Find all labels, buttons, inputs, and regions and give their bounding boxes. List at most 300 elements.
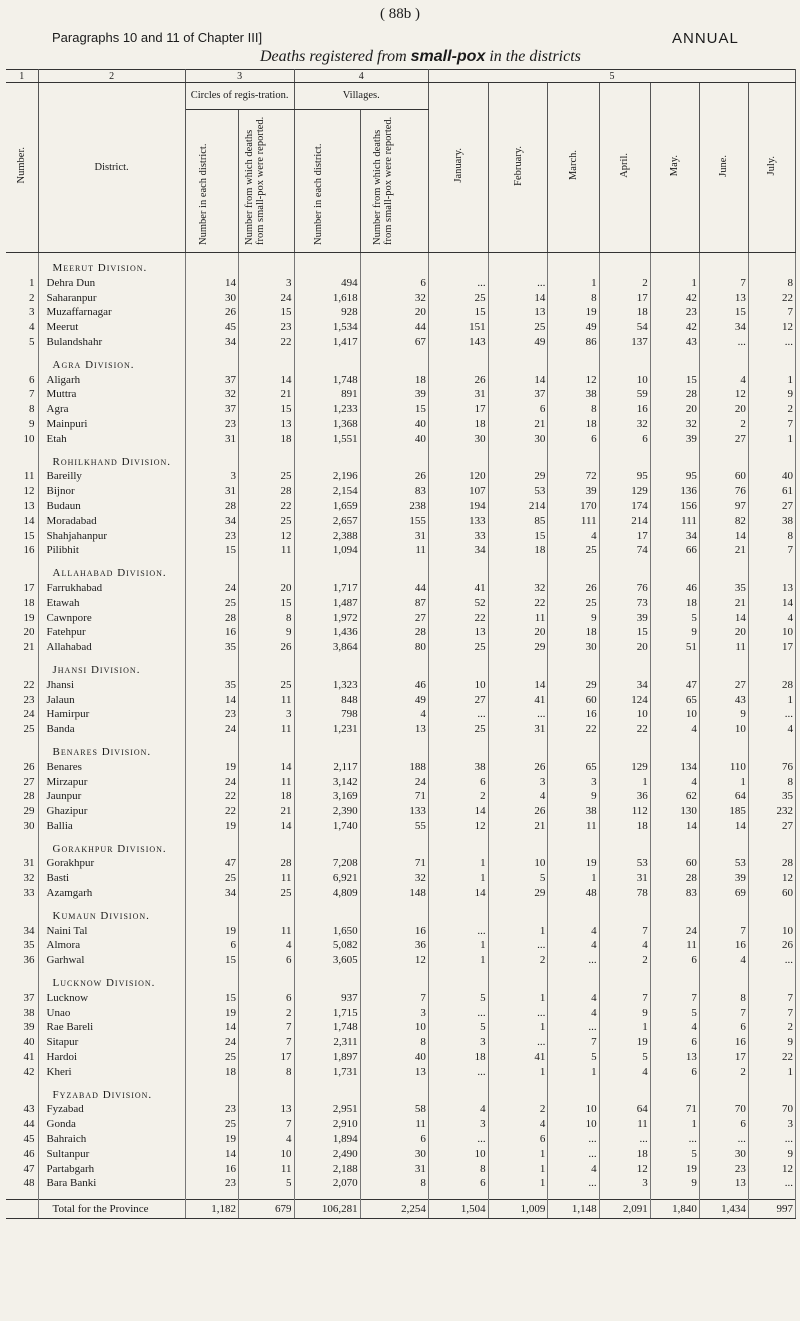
empty-cell — [38, 737, 185, 745]
table-title — [260, 48, 581, 66]
value-cell: ... — [488, 707, 548, 722]
value-cell: 78 — [599, 886, 650, 901]
value-cell: 60 — [650, 856, 699, 871]
value-cell: 134 — [650, 760, 699, 775]
empty-cell — [599, 745, 650, 760]
value-cell: 12 — [239, 529, 294, 544]
value-cell: 4 — [650, 722, 699, 737]
value-cell: 10 — [428, 1147, 488, 1162]
empty-cell — [6, 737, 38, 745]
value-cell: 2 — [599, 276, 650, 291]
value-cell: 1,436 — [294, 625, 360, 640]
value-cell: 32 — [185, 387, 238, 402]
value-cell: 2,390 — [294, 804, 360, 819]
empty-cell — [185, 901, 238, 909]
spacer-row — [6, 1080, 796, 1088]
value-cell: 25 — [185, 1050, 238, 1065]
value-cell: 28 — [185, 611, 238, 626]
empty-cell — [488, 261, 548, 276]
value-cell: 24 — [185, 1035, 238, 1050]
row-number: 34 — [6, 924, 38, 939]
value-cell: 39 — [548, 484, 599, 499]
empty-cell — [699, 1191, 748, 1200]
value-cell: 11 — [360, 1117, 428, 1132]
division-name: Jhansi Division. — [38, 663, 185, 678]
empty-cell — [428, 745, 488, 760]
value-cell: 59 — [599, 387, 650, 402]
empty-cell — [488, 566, 548, 581]
column-number: 5 — [428, 70, 795, 83]
value-cell: 10 — [488, 856, 548, 871]
empty-cell — [748, 350, 795, 358]
empty-cell — [185, 745, 238, 760]
total-label: Total for the Province — [38, 1200, 185, 1219]
empty-cell — [185, 663, 238, 678]
value-cell: 7 — [599, 991, 650, 1006]
district-row — [6, 886, 796, 901]
empty-cell — [548, 1080, 599, 1088]
value-cell: 30 — [488, 432, 548, 447]
value-cell: 26 — [239, 640, 294, 655]
value-cell: 23 — [185, 1176, 238, 1191]
empty-cell — [599, 558, 650, 566]
value-cell: ... — [548, 1020, 599, 1035]
district-name: Unao — [38, 1006, 185, 1021]
row-number: 28 — [6, 789, 38, 804]
empty-cell — [599, 566, 650, 581]
value-cell: 10 — [360, 1020, 428, 1035]
value-cell: 1 — [650, 1117, 699, 1132]
empty-cell — [360, 261, 428, 276]
empty-cell — [650, 745, 699, 760]
value-cell: 26 — [488, 760, 548, 775]
empty-cell — [699, 558, 748, 566]
value-cell: 6 — [650, 1035, 699, 1050]
value-cell: 26 — [488, 804, 548, 819]
district-name: Allahabad — [38, 640, 185, 655]
district-row — [6, 543, 796, 558]
value-cell: 30 — [428, 432, 488, 447]
title-small-pox: small-pox — [410, 48, 486, 65]
value-cell: 15 — [599, 625, 650, 640]
value-cell: 40 — [360, 1050, 428, 1065]
value-cell: ... — [488, 1035, 548, 1050]
row-number: 42 — [6, 1065, 38, 1080]
value-cell: ... — [428, 1065, 488, 1080]
value-cell: 3 — [428, 1117, 488, 1132]
value-cell: 4 — [488, 1117, 548, 1132]
value-cell: 1,748 — [294, 373, 360, 388]
empty-cell — [185, 1088, 238, 1103]
district-row — [6, 625, 796, 640]
value-cell: 15 — [428, 305, 488, 320]
division-name: Agra Division. — [38, 358, 185, 373]
value-cell: 6,921 — [294, 871, 360, 886]
empty-cell — [488, 655, 548, 663]
value-cell: 4 — [548, 991, 599, 1006]
value-cell: ... — [599, 1132, 650, 1147]
value-cell: 1,650 — [294, 924, 360, 939]
value-cell: 4 — [548, 1162, 599, 1177]
value-cell: 130 — [650, 804, 699, 819]
page-number: ( 88b ) — [380, 6, 420, 22]
value-cell: 2 — [748, 1020, 795, 1035]
value-cell: 18 — [239, 789, 294, 804]
value-cell: 120 — [428, 469, 488, 484]
district-row — [6, 938, 796, 953]
row-number: 39 — [6, 1020, 38, 1035]
division-heading-row — [6, 358, 796, 373]
empty-cell — [6, 745, 38, 760]
value-cell: 14 — [185, 1147, 238, 1162]
value-cell: 1 — [548, 1065, 599, 1080]
value-cell: 46 — [360, 678, 428, 693]
value-cell: 9 — [239, 625, 294, 640]
empty-cell — [239, 663, 294, 678]
value-cell: 10 — [650, 707, 699, 722]
value-cell: 53 — [599, 856, 650, 871]
division-name: Kumaun Division. — [38, 909, 185, 924]
district-row — [6, 514, 796, 529]
value-cell: 8 — [548, 291, 599, 306]
division-name: Gorakhpur Division. — [38, 842, 185, 857]
empty-cell — [38, 1191, 185, 1200]
empty-cell — [548, 261, 599, 276]
value-cell: 194 — [428, 499, 488, 514]
value-cell: 26 — [548, 581, 599, 596]
value-cell: 1,417 — [294, 335, 360, 350]
value-cell: 6 — [185, 938, 238, 953]
empty-cell — [360, 909, 428, 924]
value-cell: 10 — [548, 1102, 599, 1117]
value-cell: 4 — [360, 707, 428, 722]
empty-cell — [488, 1080, 548, 1088]
row-number: 43 — [6, 1102, 38, 1117]
district-name: Budaun — [38, 499, 185, 514]
value-cell: 1,972 — [294, 611, 360, 626]
spacer-row — [6, 1191, 796, 1200]
empty-cell — [38, 901, 185, 909]
total-value: 679 — [239, 1200, 294, 1219]
value-cell: 3 — [599, 1176, 650, 1191]
empty-cell — [6, 901, 38, 909]
value-cell: 9 — [748, 1147, 795, 1162]
value-cell: 14 — [239, 819, 294, 834]
value-cell: 6 — [428, 775, 488, 790]
row-number: 24 — [6, 707, 38, 722]
empty-cell — [548, 901, 599, 909]
empty-cell — [428, 1191, 488, 1200]
value-cell: 2,388 — [294, 529, 360, 544]
value-cell: 6 — [650, 953, 699, 968]
value-cell: 22 — [239, 335, 294, 350]
value-cell: 42 — [650, 291, 699, 306]
value-cell: 47 — [650, 678, 699, 693]
value-cell: 11 — [239, 924, 294, 939]
empty-cell — [294, 745, 360, 760]
value-cell: 1,894 — [294, 1132, 360, 1147]
value-cell: 2,196 — [294, 469, 360, 484]
empty-cell — [748, 558, 795, 566]
value-cell: 22 — [548, 722, 599, 737]
value-cell: 19 — [185, 819, 238, 834]
value-cell: 5 — [239, 1176, 294, 1191]
value-cell: ... — [748, 1176, 795, 1191]
empty-cell — [548, 558, 599, 566]
value-cell: 72 — [548, 469, 599, 484]
empty-cell — [650, 909, 699, 924]
empty-cell — [185, 261, 238, 276]
empty-cell — [239, 1191, 294, 1200]
empty-cell — [699, 455, 748, 470]
value-cell: 13 — [699, 1176, 748, 1191]
empty-cell — [650, 253, 699, 262]
district-name: Shahjahanpur — [38, 529, 185, 544]
empty-cell — [38, 655, 185, 663]
value-cell: 22 — [185, 789, 238, 804]
value-cell: 232 — [748, 804, 795, 819]
empty-cell — [239, 842, 294, 857]
value-cell: 25 — [185, 871, 238, 886]
row-number: 8 — [6, 402, 38, 417]
value-cell: 2 — [428, 789, 488, 804]
spacer-row — [6, 834, 796, 842]
value-cell: 37 — [185, 402, 238, 417]
value-cell: 7 — [748, 305, 795, 320]
value-cell: 14 — [239, 373, 294, 388]
value-cell: 41 — [488, 693, 548, 708]
value-cell: 24 — [185, 775, 238, 790]
row-number: 12 — [6, 484, 38, 499]
value-cell: 30 — [360, 1147, 428, 1162]
division-heading-row — [6, 566, 796, 581]
empty-cell — [294, 976, 360, 991]
value-cell: 47 — [185, 856, 238, 871]
value-cell: 13 — [428, 625, 488, 640]
empty-cell — [488, 1088, 548, 1103]
row-number: 16 — [6, 543, 38, 558]
empty-cell — [699, 350, 748, 358]
value-cell: 2 — [748, 402, 795, 417]
value-cell: 124 — [599, 693, 650, 708]
value-cell: 7 — [239, 1035, 294, 1050]
value-cell: 32 — [360, 291, 428, 306]
value-cell: 49 — [488, 335, 548, 350]
empty-cell — [294, 842, 360, 857]
value-cell: 23 — [185, 1102, 238, 1117]
value-cell: 34 — [185, 886, 238, 901]
empty-cell — [428, 558, 488, 566]
value-cell: 15 — [185, 953, 238, 968]
value-cell: 28 — [239, 484, 294, 499]
empty-cell — [6, 655, 38, 663]
value-cell: 14 — [748, 596, 795, 611]
value-cell: 112 — [599, 804, 650, 819]
row-number: 29 — [6, 804, 38, 819]
district-name: Fyzabad — [38, 1102, 185, 1117]
total-value: 997 — [748, 1200, 795, 1219]
value-cell: 1 — [488, 1162, 548, 1177]
value-cell: 1 — [599, 1020, 650, 1035]
district-row — [6, 804, 796, 819]
total-row — [6, 1200, 796, 1219]
value-cell: 1 — [488, 1147, 548, 1162]
value-cell: 65 — [650, 693, 699, 708]
division-heading-row — [6, 261, 796, 276]
value-cell: 24 — [185, 722, 238, 737]
value-cell: 1 — [488, 1020, 548, 1035]
value-cell: 7 — [748, 543, 795, 558]
value-cell: 95 — [650, 469, 699, 484]
empty-cell — [548, 655, 599, 663]
empty-cell — [650, 834, 699, 842]
value-cell: 7,208 — [294, 856, 360, 871]
empty-cell — [699, 968, 748, 976]
value-cell: 32 — [650, 417, 699, 432]
title-part-2: in the districts — [489, 48, 581, 65]
value-cell: 24 — [239, 291, 294, 306]
value-cell: 38 — [428, 760, 488, 775]
value-cell: 1,659 — [294, 499, 360, 514]
value-cell: 15 — [185, 991, 238, 1006]
value-cell: ... — [548, 1176, 599, 1191]
value-cell: 49 — [360, 693, 428, 708]
value-cell: 52 — [428, 596, 488, 611]
smallpox-deaths-table — [6, 69, 796, 1219]
value-cell: 3 — [239, 707, 294, 722]
value-cell: 40 — [360, 417, 428, 432]
value-cell: 53 — [699, 856, 748, 871]
empty-cell — [748, 253, 795, 262]
empty-cell — [294, 358, 360, 373]
value-cell: 7 — [599, 924, 650, 939]
division-name: Lucknow Division. — [38, 976, 185, 991]
empty-cell — [185, 253, 238, 262]
value-cell: 32 — [599, 417, 650, 432]
value-cell: 34 — [650, 529, 699, 544]
value-cell: 31 — [360, 1162, 428, 1177]
value-cell: 21 — [239, 804, 294, 819]
empty-cell — [6, 968, 38, 976]
value-cell: 11 — [239, 693, 294, 708]
empty-cell — [599, 834, 650, 842]
value-cell: 1 — [488, 924, 548, 939]
value-cell: ... — [488, 276, 548, 291]
empty-cell — [599, 1088, 650, 1103]
value-cell: 19 — [185, 1132, 238, 1147]
empty-cell — [185, 358, 238, 373]
empty-cell — [239, 261, 294, 276]
district-name: Banda — [38, 722, 185, 737]
value-cell: 95 — [599, 469, 650, 484]
empty-cell — [38, 253, 185, 262]
district-name: Sultanpur — [38, 1147, 185, 1162]
empty-cell — [294, 1191, 360, 1200]
empty-cell — [748, 968, 795, 976]
value-cell: 19 — [185, 1006, 238, 1021]
value-cell: 36 — [360, 938, 428, 953]
value-cell: 4 — [748, 611, 795, 626]
value-cell: 34 — [185, 514, 238, 529]
value-cell: 11 — [239, 543, 294, 558]
district-name: Ghazipur — [38, 804, 185, 819]
empty-cell — [548, 745, 599, 760]
value-cell: ... — [548, 953, 599, 968]
value-cell: 18 — [650, 596, 699, 611]
value-cell: 3 — [428, 1035, 488, 1050]
value-cell: 9 — [650, 1176, 699, 1191]
empty-cell — [239, 737, 294, 745]
value-cell: 58 — [360, 1102, 428, 1117]
value-cell: 71 — [650, 1102, 699, 1117]
empty-cell — [488, 558, 548, 566]
value-cell: 64 — [699, 789, 748, 804]
value-cell: 86 — [548, 335, 599, 350]
value-cell: 16 — [185, 625, 238, 640]
value-cell: 24 — [360, 775, 428, 790]
value-cell: 4 — [488, 789, 548, 804]
row-number: 18 — [6, 596, 38, 611]
division-name: Fyzabad Division. — [38, 1088, 185, 1103]
value-cell: 9 — [599, 1006, 650, 1021]
district-row — [6, 1147, 796, 1162]
empty-cell — [748, 358, 795, 373]
value-cell: 2,910 — [294, 1117, 360, 1132]
district-header: District. — [38, 83, 185, 253]
value-cell: 32 — [488, 581, 548, 596]
value-cell: 5,082 — [294, 938, 360, 953]
value-cell: 23 — [239, 320, 294, 335]
value-cell: 174 — [599, 499, 650, 514]
value-cell: 133 — [428, 514, 488, 529]
value-cell: 61 — [748, 484, 795, 499]
spacer-row — [6, 655, 796, 663]
empty-cell — [6, 663, 38, 678]
value-cell: 11 — [239, 722, 294, 737]
empty-cell — [650, 842, 699, 857]
district-row — [6, 432, 796, 447]
value-cell: 17 — [599, 291, 650, 306]
value-cell: 76 — [699, 484, 748, 499]
row-number: 37 — [6, 991, 38, 1006]
district-name: Saharanpur — [38, 291, 185, 306]
empty-cell — [548, 842, 599, 857]
district-row — [6, 1050, 796, 1065]
value-cell: 10 — [239, 1147, 294, 1162]
empty-cell — [548, 968, 599, 976]
value-cell: 1,748 — [294, 1020, 360, 1035]
empty-cell — [488, 358, 548, 373]
value-cell: 51 — [650, 640, 699, 655]
total-value: 2,091 — [599, 1200, 650, 1219]
value-cell: 20 — [599, 640, 650, 655]
circles-number-header: Number in each district. — [185, 110, 238, 253]
district-name: Jhansi — [38, 678, 185, 693]
row-number: 3 — [6, 305, 38, 320]
value-cell: 24 — [185, 581, 238, 596]
empty-cell — [548, 447, 599, 455]
value-cell: ... — [699, 1132, 748, 1147]
row-number: 22 — [6, 678, 38, 693]
value-cell: 39 — [360, 387, 428, 402]
value-cell: 66 — [650, 543, 699, 558]
empty-cell — [239, 558, 294, 566]
empty-cell — [650, 350, 699, 358]
value-cell: 1,487 — [294, 596, 360, 611]
empty-cell — [6, 1200, 38, 1219]
value-cell: 6 — [548, 432, 599, 447]
value-cell: 25 — [548, 596, 599, 611]
